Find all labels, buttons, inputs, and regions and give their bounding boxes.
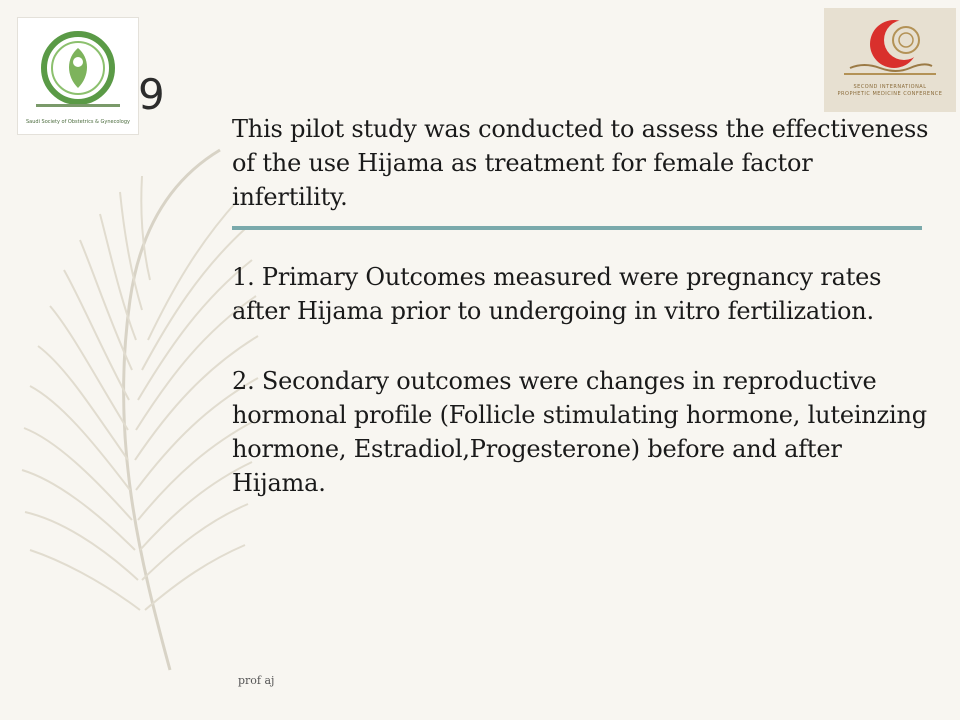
society-name: Saudi Society of Obstetrics & Gynecology <box>26 119 130 125</box>
society-logo <box>18 18 138 134</box>
divider <box>232 226 922 230</box>
point-secondary-outcomes: 2. Secondary outcomes were changes in reproductive hormonal profile (Follicle stimulating hormone, luteinzing hormone, Estradiol,Progesterone) before and after Hijama. <box>232 367 927 497</box>
point-primary-outcomes: 1. Primary Outcomes measured were pregnancy rates after Hijama prior to undergoing in vitro fertilization. <box>232 263 882 325</box>
conference-line-2: PROPHETIC MEDICINE CONFERENCE <box>837 91 943 97</box>
conference-name <box>836 84 944 98</box>
slide-number: 9 <box>138 70 165 119</box>
society-emblem-icon <box>18 18 138 134</box>
slide-content <box>232 112 932 536</box>
conference-logo <box>824 8 956 112</box>
conference-line-1: SECOND INTERNATIONAL <box>853 84 927 90</box>
footer-author: prof aj <box>238 674 275 687</box>
intro-text: This pilot study was conducted to assess the effectiveness of the use Hijama as treatment for female factor infertility. <box>232 115 929 211</box>
